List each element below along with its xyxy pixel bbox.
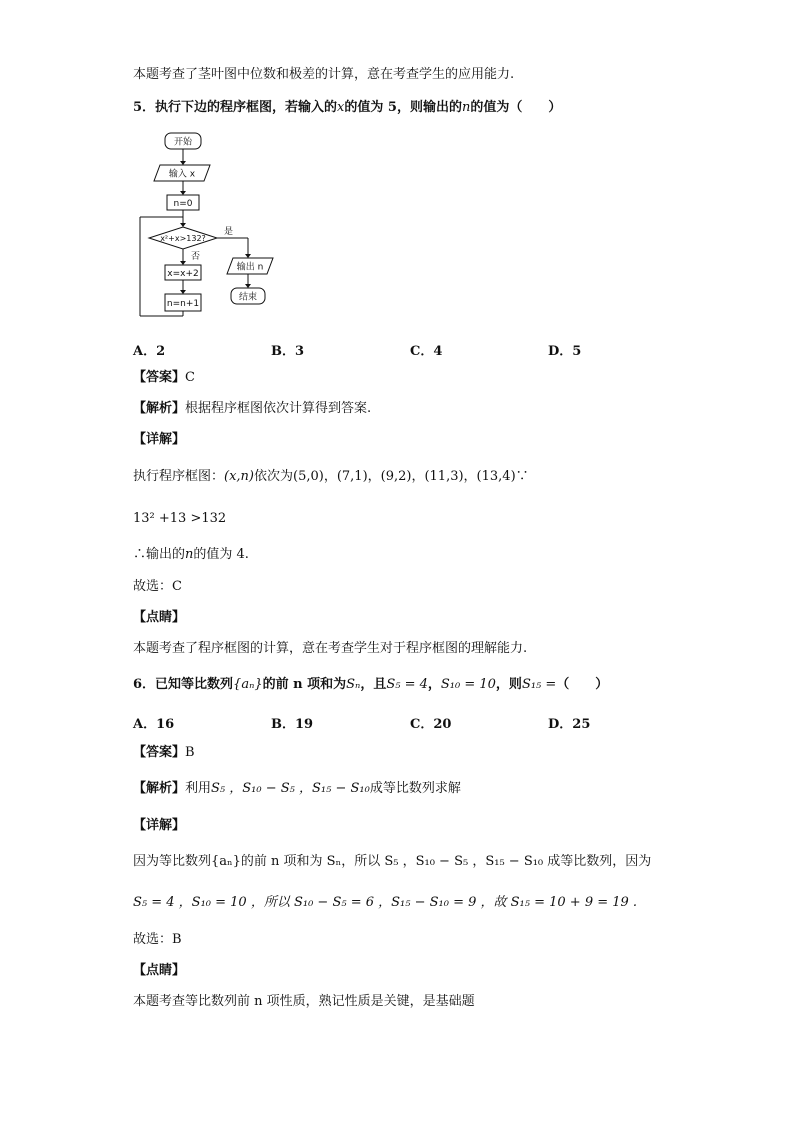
- q5-var-x: x: [337, 100, 345, 115]
- q6-analysis-line: [133, 782, 461, 795]
- q5-stem-mid: 的值为 5，则输出的: [344, 100, 462, 115]
- q5-choice-a: A．2: [133, 344, 166, 359]
- flow-no-label: 否: [191, 252, 201, 262]
- q5-detail-line2: 13² +13 >132: [133, 511, 227, 526]
- flow-condition-label: x²+x>132?: [160, 234, 206, 243]
- q5-choice-b: B．3: [271, 344, 305, 359]
- q6-analysis-prefix: 利用: [185, 781, 212, 796]
- q5-detail-line3: [133, 548, 249, 561]
- q6-ask: S₁₅ =: [521, 677, 557, 692]
- q6-analysis-label: 【解析】: [133, 781, 186, 796]
- q5-stem-suffix: 的值为（ ）: [470, 100, 562, 115]
- q5-stem-prefix: 5．执行下边的程序框图，若输入的: [133, 100, 338, 115]
- q5-answer-label: 【答案】: [133, 370, 186, 385]
- q6-stem: 6．已知等比数列{aₙ}的前 n 项和为Sₙ，且S₅ = 4，S₁₀ = 10，则S₁₅ =（ ）: [133, 677, 609, 692]
- q5-choice-c: C．4: [410, 344, 443, 359]
- flow-step2-label: n=n+1: [166, 299, 200, 309]
- q5-detail-line1-prefix: 执行程序框图：: [133, 469, 225, 484]
- q6-stem-mid3: ，则: [495, 677, 522, 692]
- q6-answer-value: B: [185, 745, 195, 760]
- q5-analysis-label: 【解析】: [133, 401, 186, 416]
- q6-choice-a: A．16: [133, 717, 175, 732]
- q5-detail-pairs: (x,n): [224, 469, 254, 484]
- q6-stem-suffix: （ ）: [556, 677, 609, 692]
- q6-detail-line3: 故选：B: [133, 932, 182, 947]
- intro-text: 本题考查了茎叶图中位数和极差的计算，意在考查学生的应用能力.: [133, 67, 515, 82]
- q5-comment-label: 【点睛】: [133, 610, 186, 625]
- q6-detail-line1: 因为等比数列{aₙ}的前 n 项和为 Sₙ，所以 S₅ ，S₁₀ − S₅ ，S₁₅ − S₁₀ 成等比数列，因为: [133, 854, 652, 869]
- q6-stem-mid2: ，且: [360, 677, 387, 692]
- q6-choice-b: B．19: [271, 717, 314, 732]
- flow-yes-label: 是: [224, 227, 234, 237]
- flow-end-label: 结束: [238, 292, 258, 303]
- q5-analysis-text: 根据程序框图依次计算得到答案.: [185, 401, 372, 416]
- q5-detail-line3-suffix: 的值为 4.: [193, 547, 249, 562]
- q6-choice-c: C．20: [410, 717, 452, 732]
- q5-detail-label: 【详解】: [133, 432, 186, 447]
- q6-answer-label: 【答案】: [133, 745, 186, 760]
- q5-comment-text: 本题考查了程序框图的计算，意在考查学生对于程序框图的理解能力.: [133, 641, 528, 656]
- q5-detail-line1: [133, 470, 529, 483]
- q5-choice-d: D．5: [548, 344, 582, 359]
- flow-start-label: 开始: [173, 137, 193, 148]
- q5-detail-line4: 故选：C: [133, 579, 182, 594]
- q5-answer-value: C: [185, 370, 195, 385]
- q6-stem-mid1: 的前 n 项和为: [262, 677, 347, 692]
- q5-var-n: n: [461, 100, 471, 115]
- q6-detail-line2: S₅ = 4 ，S₁₀ = 10 ，所以 S₁₀ − S₅ = 6 ，S₁₅ − S₁₀ = 9 ，故 S₁₅ = 10 + 9 = 19 .: [133, 895, 638, 910]
- q5-answer-line: [133, 371, 195, 384]
- q5-detail-line3-prefix: ∴输出的: [133, 547, 186, 562]
- q6-detail-label: 【详解】: [133, 818, 186, 833]
- q6-cond1: S₅ = 4: [386, 677, 428, 692]
- q6-answer-line: [133, 746, 195, 759]
- flow-step1-label: x=x+2: [167, 269, 199, 279]
- q6-cond2: S₁₀ = 10: [440, 677, 496, 692]
- q6-sn: Sₙ: [346, 677, 361, 692]
- q6-stem-prefix: 6．已知等比数列: [133, 677, 234, 692]
- q5-stem: [133, 101, 561, 114]
- q5-detail-mid: 依次为: [254, 469, 294, 484]
- q6-choice-d: D．25: [548, 717, 591, 732]
- flow-input-label: 输入 x: [168, 169, 196, 180]
- flow-output-label: 输出 n: [236, 262, 264, 273]
- q5-flowchart: [130, 128, 290, 323]
- q5-detail-values: (5,0)，(7,1)，(9,2)，(11,3)，(13,4)∵: [293, 469, 529, 484]
- q6-comment-text: 本题考查等比数列前 n 项性质，熟记性质是关键，是基础题: [133, 994, 475, 1009]
- q6-analysis-suffix: 成等比数列求解: [369, 781, 461, 796]
- q5-detail-line3-var: n: [185, 547, 194, 562]
- q6-seq: {aₙ}: [233, 677, 263, 692]
- q5-analysis-line: [133, 402, 371, 415]
- q6-comment-label: 【点睛】: [133, 963, 186, 978]
- flow-init-label: n=0: [173, 199, 193, 209]
- q6-analysis-terms: S₅ ，S₁₀ − S₅ ，S₁₅ − S₁₀: [211, 781, 370, 796]
